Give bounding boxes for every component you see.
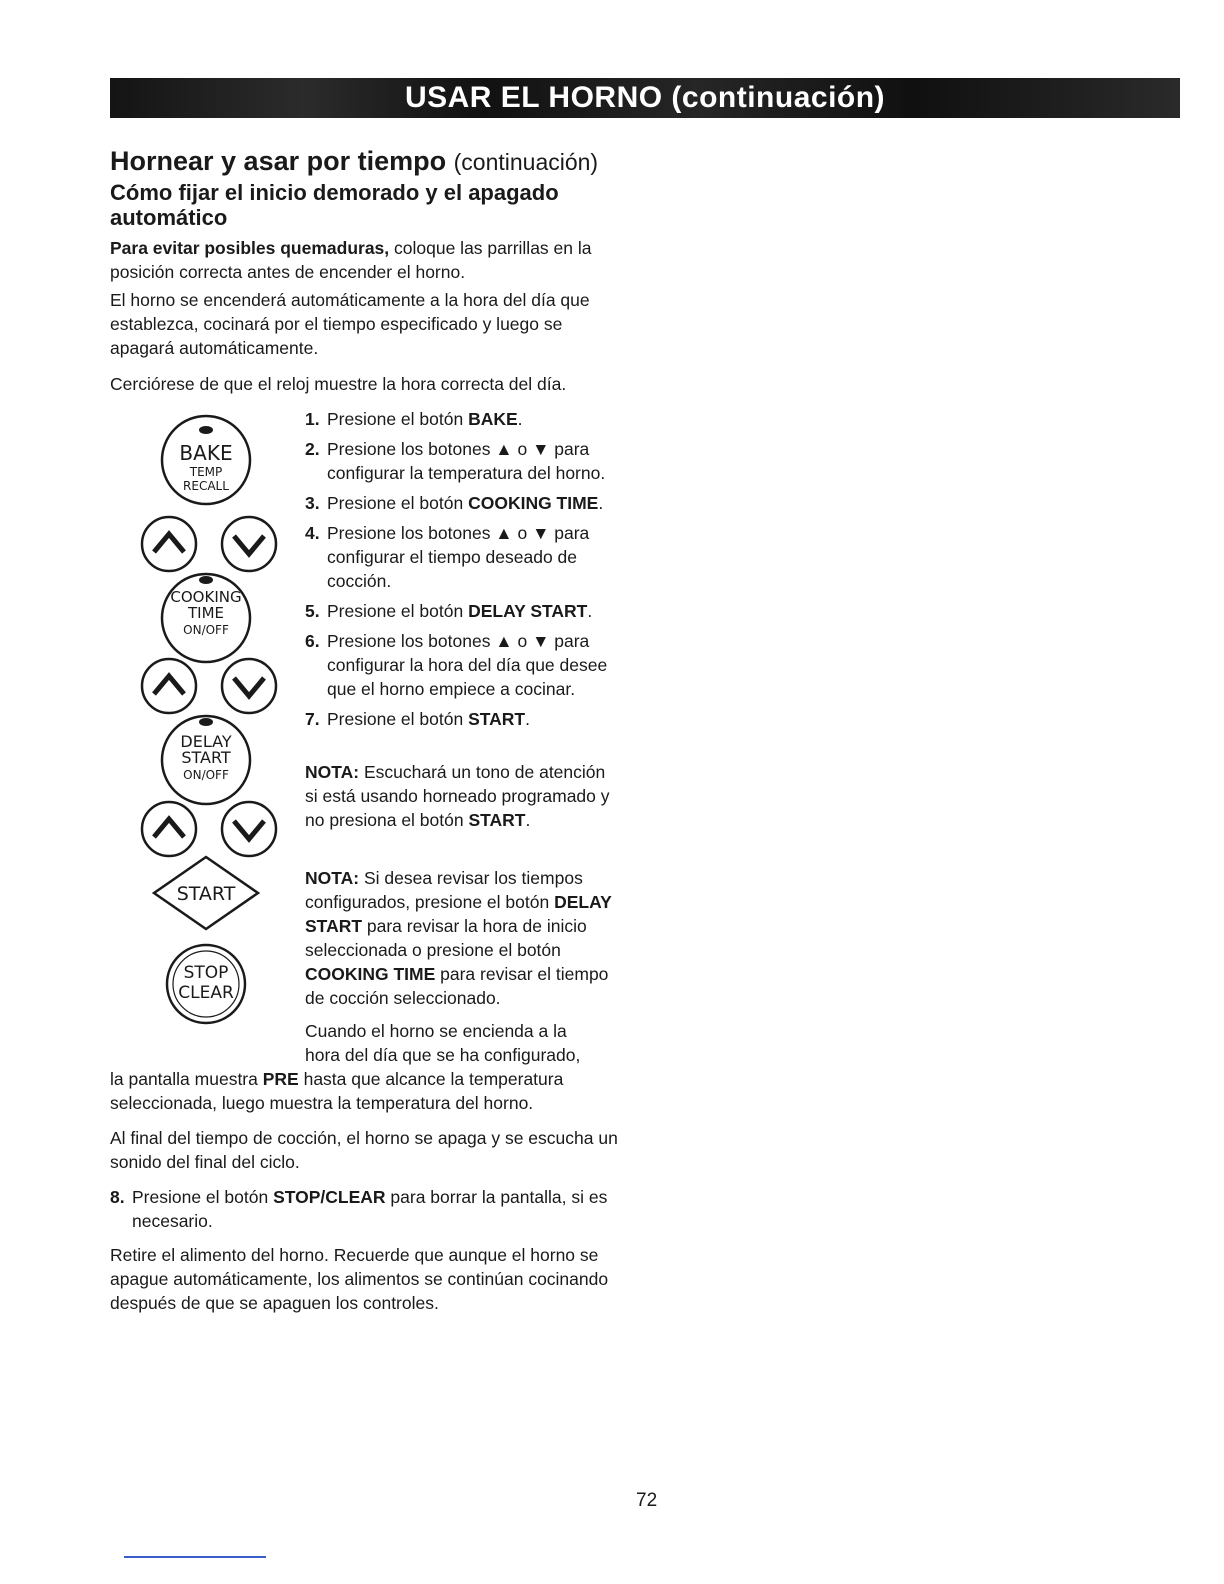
cooking-time-button[interactable] (162, 574, 250, 662)
start-label: START (176, 883, 236, 905)
bake-button[interactable] (162, 416, 250, 504)
list-item: 7. Presione el botón START. (305, 709, 530, 729)
delay-start-start-label: START (181, 748, 231, 767)
intro-paragraph: El horno se encenderá automáticamente a la hora del día que establezca, cocinará por el tiempo especificado y luego se apagará automáticamente. (110, 290, 590, 358)
list-item: 6. Presione los botones ▲ o ▼ para configurar la hora del día que desee que el horno empiece a cocinar. (305, 631, 608, 699)
note-review: NOTA: Si desea revisar los tiempos configurados, presione el botón DELAY START para revisar la hora de inicio seleccionada o presione el botón COOKING TIME para revisar el tiempo de cocción seleccionado. (305, 868, 612, 1008)
clock-paragraph: Cerciórese de que el reloj muestre la hora correcta del día. (110, 374, 567, 394)
control-panel-svg (130, 410, 290, 1030)
down-arrow-button[interactable] (222, 802, 276, 856)
list-item: 3. Presione el botón COOKING TIME. (305, 493, 604, 513)
note-tone: NOTA: Escuchará un tono de atención si está usando horneado programado y no presiona el botón START. (305, 762, 610, 830)
down-arrow-button[interactable] (222, 659, 276, 713)
subsection-title: Cómo fijar el inicio demorado y el apagado automático (110, 180, 559, 230)
warning-paragraph: Para evitar posibles quemaduras, coloque las parrillas en la posición correcta antes de encender el horno. (110, 238, 592, 282)
stop-label: STOP (183, 963, 229, 983)
cooking-time-onoff-label: ON/OFF (183, 623, 229, 637)
list-item: 2. Presione los botones ▲ o ▼ para configurar la temperatura del horno. (305, 439, 606, 483)
cooking-time-time-label: TIME (187, 604, 225, 622)
banner-title: USAR EL HORNO (continuación) (404, 81, 886, 114)
bake-label: BAKE (179, 441, 233, 465)
steps-list (305, 407, 625, 737)
up-arrow-button[interactable] (142, 802, 196, 856)
down-arrow-button[interactable] (222, 517, 276, 571)
delay-start-button[interactable] (162, 716, 250, 804)
up-arrow-button[interactable] (142, 517, 196, 571)
list-item: 1. Presione el botón BAKE. (305, 409, 523, 429)
step-8: 8. Presione el botón STOP/CLEAR para borrar la pantalla, si es necesario. (110, 1187, 608, 1231)
end-cycle-paragraph: Al final del tiempo de cocción, el horno se apaga y se escucha un sonido del final del ciclo. (110, 1128, 618, 1172)
section-banner (110, 78, 1180, 118)
stop-clear-button[interactable] (167, 945, 245, 1023)
warning-bold: Para evitar posibles quemaduras, (110, 238, 390, 258)
closing-paragraph: Retire el alimento del horno. Recuerde que aunque el horno se apague automáticamente, los alimentos se continúan cocinando después de que se apaguen los controles. (110, 1245, 609, 1313)
section-title: Hornear y asar por tiempo (continuación) (110, 146, 599, 176)
list-item: 5. Presione el botón DELAY START. (305, 601, 593, 621)
bake-recall-label: RECALL (183, 479, 229, 493)
control-panel-illustration (130, 410, 290, 1030)
cooking-time-label: COOKING (170, 588, 242, 606)
clear-label: CLEAR (178, 983, 234, 1003)
section-title-suffix: (continuación) (453, 149, 599, 175)
delay-start-onoff-label: ON/OFF (183, 768, 229, 782)
delay-start-delay-label: DELAY (180, 732, 232, 751)
up-arrow-button[interactable] (142, 659, 196, 713)
preheat-paragraph: la pantalla muestra PRE hasta que alcance la temperatura seleccionada, luego muestra la temperatura del horno. (110, 1069, 564, 1113)
preheat-line-1: Cuando el horno se encienda a la (305, 1021, 567, 1041)
bake-temp-label: TEMP (189, 465, 223, 479)
page-number: 72 (636, 1490, 658, 1511)
list-item: 4. Presione los botones ▲ o ▼ para configurar el tiempo deseado de cocción. (305, 523, 590, 591)
start-button[interactable] (154, 857, 258, 929)
preheat-line-2: hora del día que se ha configurado, (305, 1045, 581, 1065)
footer-rule (124, 1556, 266, 1558)
